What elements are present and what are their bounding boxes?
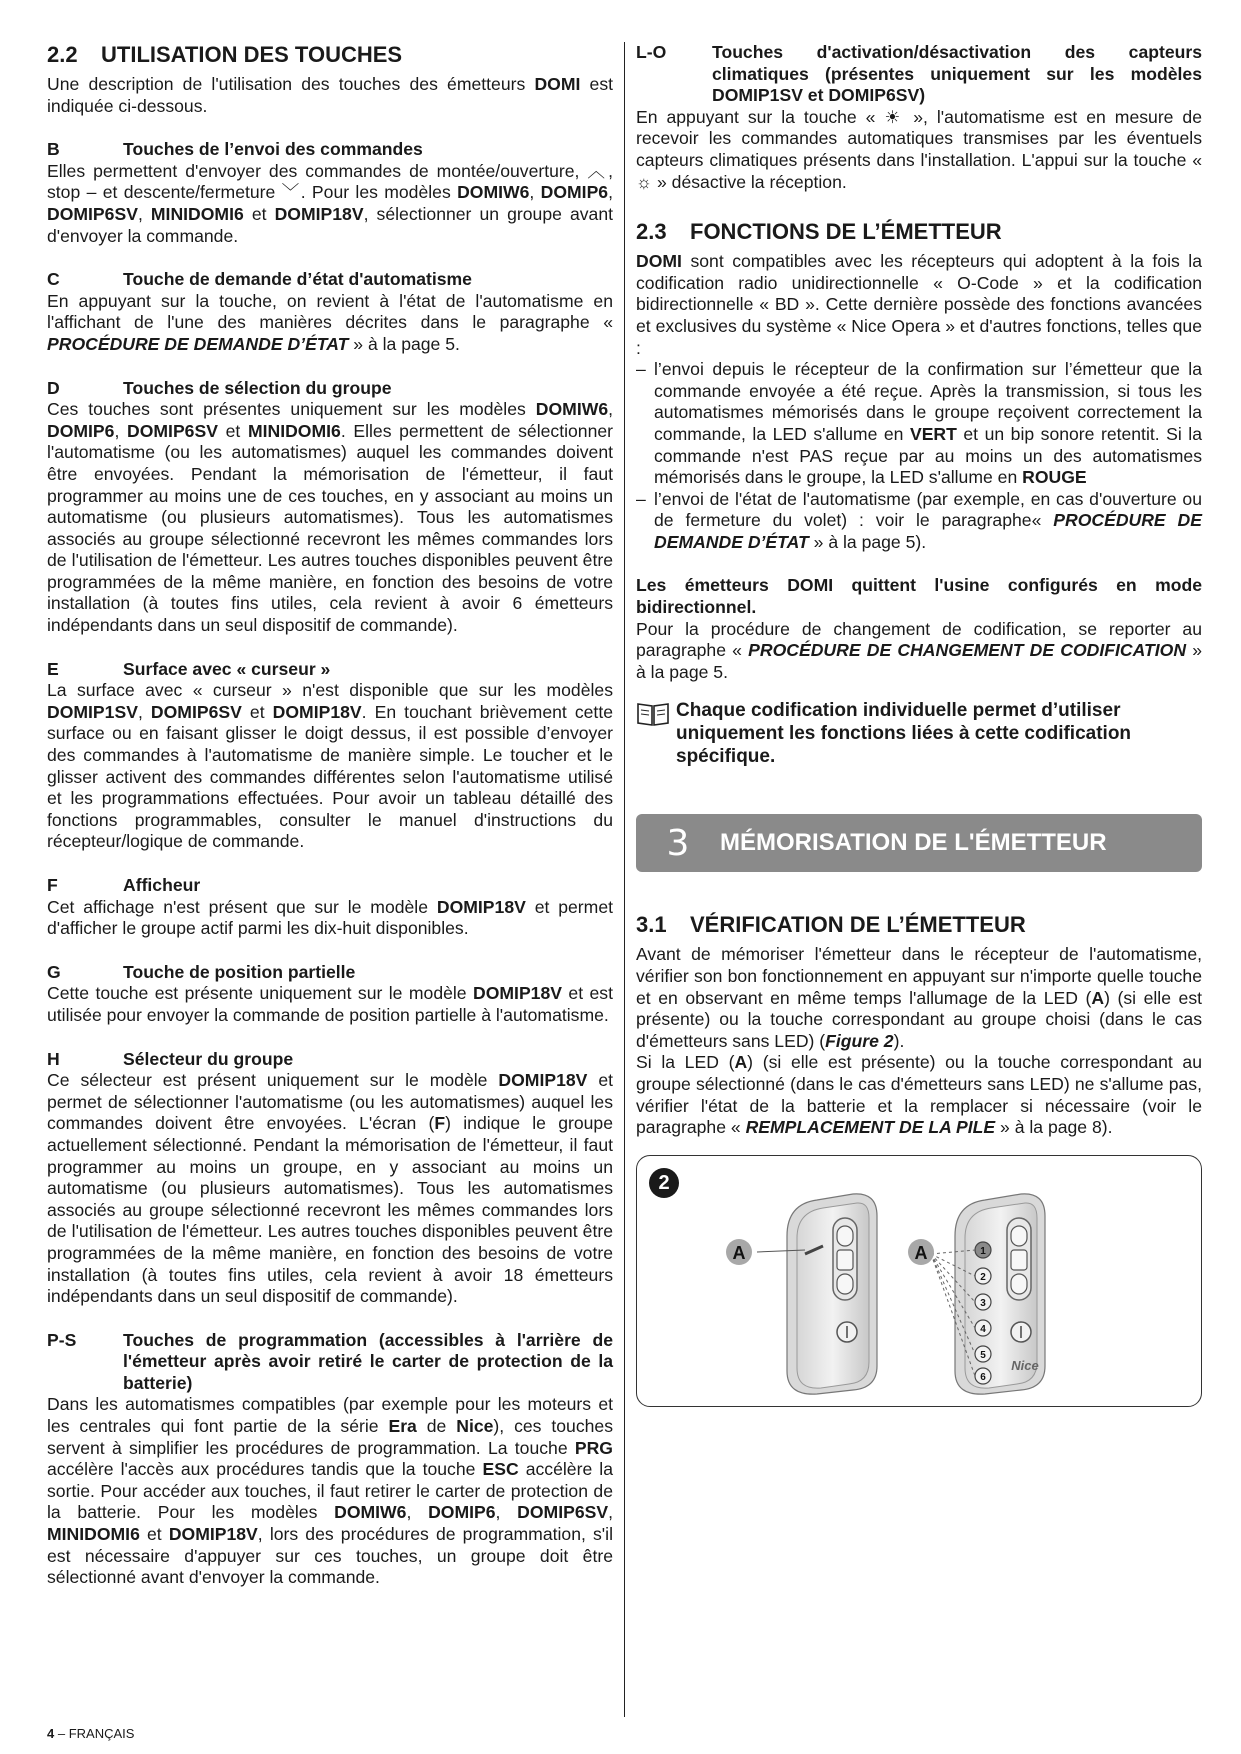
figure-reference[interactable]: Figure 2 xyxy=(825,1030,894,1051)
subsection-F xyxy=(47,875,613,940)
stop-icon: – xyxy=(86,182,97,203)
chapter-3-banner xyxy=(636,814,1202,872)
feature-list xyxy=(636,359,1202,553)
brand-logo: Nice xyxy=(1011,1357,1039,1373)
chapter-title: MÉMORISATION DE L'ÉMETTEUR xyxy=(720,829,1107,857)
section-2-3-intro: DOMI sont compatibles avec les récepteurs qui adoptent à la fois la codification radio unidirectionnelle « O-Code » et la codification bidirectionnelle « BD ». Cette dernière possède des fonctions avancées et exclusives du système « Nice Opera » et d'autres fonctions, telles que : xyxy=(636,251,1202,358)
subsection-P-S xyxy=(47,1330,613,1589)
section-title: FONCTIONS DE L’ÉMETTEUR xyxy=(690,219,1002,245)
subsection-key: P-S xyxy=(47,1329,77,1350)
subsection-key: H xyxy=(47,1048,60,1069)
subsection-key: G xyxy=(47,961,61,982)
section-3-1-heading xyxy=(636,912,1202,938)
subsection-L-O xyxy=(636,42,1202,193)
figure-2 xyxy=(636,1155,1202,1407)
section-title: UTILISATION DES TOUCHES xyxy=(101,42,403,67)
section-2-3-heading xyxy=(636,219,1202,245)
subsection-body: Cette touche est présente uniquement sur le modèle DOMIP18V et est utilisée pour envoyer la commande de position partielle à l'automatisme. xyxy=(47,983,613,1025)
group-key-3: 3 xyxy=(980,1297,986,1309)
subsection-C xyxy=(47,269,613,355)
info-note xyxy=(636,699,1202,768)
subsection-key: C xyxy=(47,269,60,290)
cross-reference-link[interactable]: PROCÉDURE DE DEMANDE D’ÉTAT xyxy=(654,510,1202,552)
section-2-2-heading xyxy=(47,42,613,68)
subsection-title: Afficheur xyxy=(123,875,201,895)
cross-reference-link[interactable]: PROCÉDURE DE DEMANDE D’ÉTAT xyxy=(47,333,349,354)
figure-number-badge: 2 xyxy=(649,1168,679,1198)
subsection-B xyxy=(47,139,613,247)
page-footer xyxy=(47,1726,134,1741)
subsection-D xyxy=(47,378,613,637)
subsection-title: Touche de demande d’état d'automatisme xyxy=(123,269,472,290)
subsection-body: En appuyant sur la touche « ☀ », l'automatisme est en mesure de recevoir les commandes automatiques transmises par les éventuels capteurs climatiques présents dans l'installation. L'appui sur la touche « ☼ » désactive la réception. xyxy=(636,106,1202,192)
subsection-body: Ces touches sont présentes uniquement sur les modèles DOMIW6, DOMIP6, DOMIP6SV et MINIDOMI6. Elles permettent de sélectionner l'automatisme (ou les automatismes) auquel les commandes doivent être envoyées. Pendant la mémorisation de l'émetteur, il faut programmer au moins une de ces touches, en y associant au moins un automatisme (ou plusieurs automatismes). Tous les automatismes associés au groupe sélectionné recevront les mêmes commandes lors de l'utilisation de l'émetteur. Les autres touches disponibles peuvent être programmées de la même manière, en fonction des besoins de votre installation (à toutes fins utiles, cela revient à avoir 6 émetteurs indépendants dans un seul dispositif de commande). xyxy=(47,399,613,636)
list-item: – l’envoi depuis le récepteur de la confirmation sur l’émetteur que la commande envoyée a été reçue. Après la transmission, si tous les automatismes mémorisés dans le groupe reçoivent correctement la commande, la LED s'allume en VERT et un bip sonore retentit. Si la commande n'est PAS reçue par au moins un des automatismes mémorisés dans le groupe, la LED s'allume en ROUGE xyxy=(636,359,1202,489)
subsection-G xyxy=(47,962,613,1027)
subsection-title: Touche de position partielle xyxy=(123,961,356,982)
subsection-body: La surface avec « curseur » n'est disponible que sur les modèles DOMIP1SV, DOMIP6SV et DOMIP18V. En touchant brièvement cette surface ou en faisant glisser le doigt dessus, il est possible d’envoyer des commandes à l'automatisme de manière simple. Le toucher et le glisser activent des commandes différentes selon l'automatisme utilisé et les programmations effectuées. Pour avoir un tableau détaillé des fonctions programmables, consulter le manuel d'instructions du récepteur/logique de commande. xyxy=(47,680,613,852)
note-text: Chaque codification individuelle permet d’utiliser uniquement les fonctions liées à cette codification spécifique. xyxy=(676,700,1132,768)
remote-with-led-icon xyxy=(726,1194,877,1394)
callout-a-right: A xyxy=(914,1242,928,1263)
subsection-title: Touches de programmation (accessibles à l'arrière de l'émetteur après avoir retiré le carter de protection de la batterie) xyxy=(123,1329,613,1393)
section-title: VÉRIFICATION DE L’ÉMETTEUR xyxy=(690,912,1026,938)
subsection-body: Ce sélecteur est présent uniquement sur le modèle DOMIP18V et permet de sélectionner l'automatisme (ou les automatismes) auquel les commandes doivent être envoyées. L'écran (F) indique le groupe actuellement sélectionné. Pendant la mémorisation de l'émetteur, il faut programmer au moins un groupe, en y associant au moins un automatisme (ou plusieurs automatismes). Tous les automatismes associés au groupe sélectionné recevront les mêmes commandes lors de l'utilisation de l'émetteur. Les autres touches disponibles peuvent être programmées de la même manière, en fonction des besoins de votre installation (à toutes fins utiles, cela revient à avoir 18 émetteurs indépendants dans un seul dispositif de commande). xyxy=(47,1070,614,1307)
subsection-body: En appuyant sur la touche, on revient à l'état de l'automatisme en l'affichant de l'une des manières décrites dans le paragraphe « PROCÉDURE DE DEMANDE D’ÉTAT » à la page 5. xyxy=(47,290,613,354)
subsection-title: Surface avec « curseur » xyxy=(123,658,331,679)
right-column xyxy=(636,42,1202,1407)
subsection-key: F xyxy=(47,875,58,895)
section-number: 3.1 xyxy=(636,912,667,938)
section-2-2-intro: Une description de l'utilisation des touches des émetteurs DOMI est indiquée ci-dessous. xyxy=(47,74,614,116)
subsection-title: Touches d'activation/désactivation des capteurs climatiques (présentes uniquement sur les modèles DOMIP1SV et DOMIP6SV) xyxy=(712,42,1202,106)
subsection-H xyxy=(47,1049,613,1308)
bidirectional-note: Les émetteurs DOMI quittent l'usine configurés en mode bidirectionnel. Pour la procédure de changement de codification, se reporter au paragraphe « PROCÉDURE DE CHANGEMENT DE CODIFICATION » à la page 5. xyxy=(636,575,1202,682)
group-key-5: 5 xyxy=(980,1349,986,1361)
subsection-body: Dans les automatismes compatibles (par exemple pour les moteurs et les centrales qui font partie de la série Era de Nice), ces touches servent à simplifier les procédures de programmation. La touche PRG accélère l'accès aux procédures tandis que la touche ESC accélère la sortie. Pour accéder aux touches, il faut retirer le carter de protection de la batterie. Pour les modèles DOMIW6, DOMIP6, DOMIP6SV, MINIDOMI6 et DOMIP18V, lors des procédures de programmation, s'il est nécessaire d'appuyer sur ces touches, un groupe doit être sélectionné avant d'envoyer la commande. xyxy=(47,1394,613,1588)
subsection-title: Touches de l’envoi des commandes xyxy=(123,139,423,160)
subsection-body: Cet affichage n'est présent que sur le modèle DOMIP18V et permet d'afficher le groupe actif parmi les dix-huit disponibles. xyxy=(47,896,613,939)
cross-reference-link[interactable]: REMPLACEMENT DE LA PILE xyxy=(745,1117,996,1138)
footer-language: – FRANÇAIS xyxy=(54,1726,135,1741)
cross-reference-link[interactable]: PROCÉDURE DE CHANGEMENT DE CODIFICATION xyxy=(748,640,1187,661)
subsection-E xyxy=(47,659,613,853)
left-column xyxy=(47,42,613,1589)
group-key-6: 6 xyxy=(980,1371,986,1383)
group-key-1: 1 xyxy=(980,1245,986,1257)
group-key-4: 4 xyxy=(980,1323,986,1335)
subsection-title: Sélecteur du groupe xyxy=(123,1048,294,1069)
callout-a-left: A xyxy=(732,1242,746,1263)
subsection-key: L-O xyxy=(636,42,667,62)
subsection-title: Touches de sélection du groupe xyxy=(123,377,392,398)
subsection-key: E xyxy=(47,658,59,679)
section-number: 2.2 xyxy=(47,42,78,67)
section-3-1-body: Avant de mémoriser l'émetteur dans le récepteur de l'automatisme, vérifier son bon fonctionnement en appuyant sur n'importe quelle touche et en observant en même temps l'allumage de la LED (A) (si elle est présente) ou la touche correspondant au groupe choisi (dans le cas d'émetteurs sans LED) (Figure 2). Si la LED (A) (si elle est présente) ou la touche correspondant au groupe sélectionné (dans le cas d'émetteurs sans LED) ne s'allume pas, vérifier l'état de la batterie et la remplacer si nécessaire (voir le paragraphe « REMPLACEMENT DE LA PILE » à la page 8). xyxy=(636,944,1202,1138)
list-item: – l’envoi de l'état de l'automatisme (par exemple, en cas d'ouverture ou de fermeture du volet) : voir le paragraphe« PROCÉDURE DE DEMANDE D’ÉTAT » à la page 5). xyxy=(636,489,1202,554)
up-arrow-icon: ︿ xyxy=(587,160,609,181)
subsection-key: B xyxy=(47,139,60,160)
subsection-key: D xyxy=(47,377,60,398)
page-number: 4 xyxy=(47,1726,55,1741)
group-key-2: 2 xyxy=(980,1271,986,1283)
subsection-body: Elles permettent d'envoyer des commandes de montée/ouverture, ︿, stop – et descente/fermeture ﹀. Pour les modèles DOMIW6, DOMIP6, DOMIP6SV, MINIDOMI6 et DOMIP18V, sélectionner un groupe avant d'envoyer la commande. xyxy=(47,160,614,246)
section-number: 2.3 xyxy=(636,219,667,245)
sun-icon: ☀ xyxy=(884,106,905,127)
book-icon xyxy=(636,699,676,768)
chapter-number: 3 xyxy=(666,822,690,864)
sun-off-icon: ☼ xyxy=(636,171,653,192)
down-arrow-icon: ﹀ xyxy=(281,182,301,203)
column-divider xyxy=(624,42,625,1717)
figure-2-illustration xyxy=(637,1156,1201,1406)
